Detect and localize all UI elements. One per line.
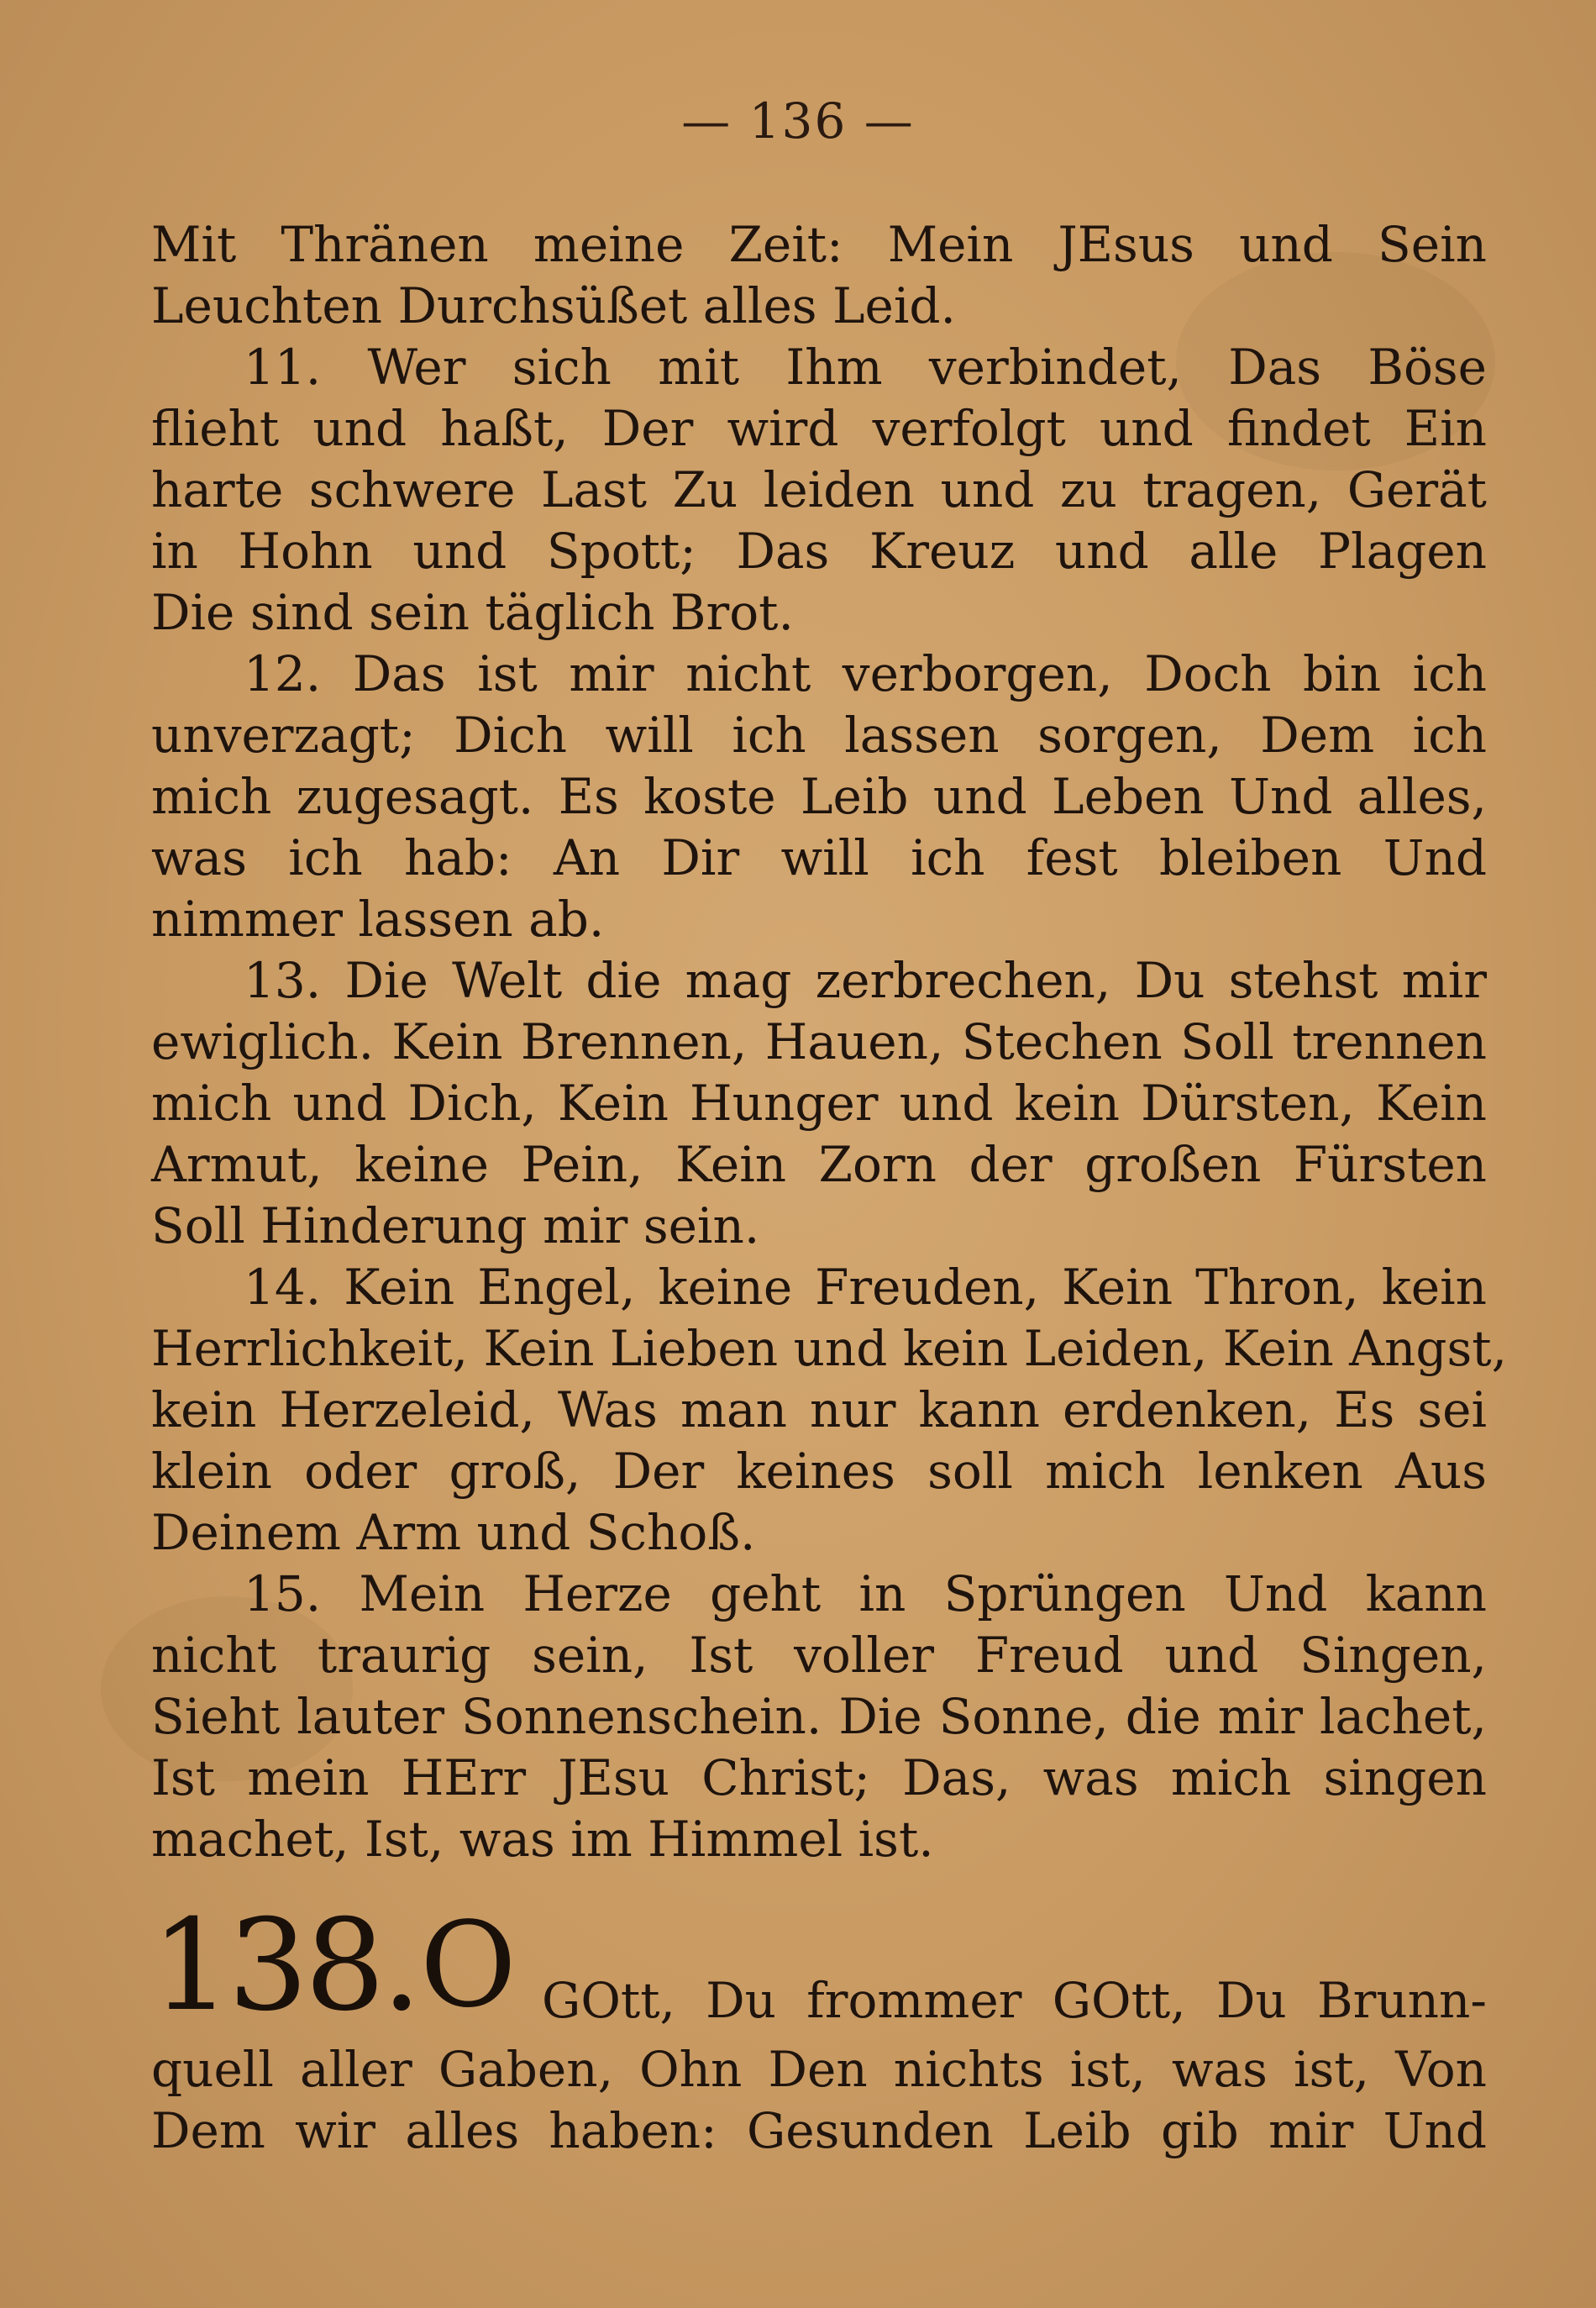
text-line: machet, Ist, was im Himmel ist. [151,1811,934,1868]
text-line: harte schwere Last Zu leiden und zu tragen, Gerät [151,461,1487,518]
text-line: Leuchten Durchsüßet alles Leid. [151,277,956,334]
verse-12-start: 12. Das ist mir nicht verborgen, Doch bin ich [244,645,1487,702]
text-line: Dem wir alles haben: Gesunden Leib gib mir Und [151,2102,1487,2159]
verse-11-start: 11. Wer sich mit Ihm verbindet, Das Böse [244,339,1487,396]
text-line: Deinem Arm und Schoß. [151,1504,756,1561]
text-line: ewiglich. Kein Brennen, Hauen, Stechen Soll trennen [151,1013,1487,1070]
text-line: flieht und haßt, Der wird verfolgt und findet Ein [151,400,1487,457]
text-line: was ich hab: An Dir will ich fest bleiben Und [151,829,1487,886]
text-line: Herrlichkeit, Kein Lieben und kein Leiden, Kein Angst, [151,1320,1508,1377]
text-line: Sieht lauter Sonnenschein. Die Sonne, die mir lachet, [151,1688,1487,1745]
text-line: nicht traurig sein, Ist voller Freud und Singen, [151,1627,1487,1684]
text-line: klein oder groß, Der keines soll mich lenken Aus [151,1443,1487,1500]
text-line: unverzagt; Dich will ich lassen sorgen, Dem ich [151,707,1487,764]
verse-15-start: 15. Mein Herze geht in Sprüngen Und kann [244,1565,1487,1622]
verse-14-start: 14. Kein Engel, keine Freuden, Kein Thron, kein [244,1259,1487,1316]
text-line: nimmer lassen ab. [151,891,605,948]
text-line: Mit Thränen meine Zeit: Mein JEsus und Sein [151,216,1487,273]
text-line: GOtt, Du frommer GOtt, Du Brunn- [542,1972,1487,2029]
text-line: Ist mein HErr JEsu Christ; Das, was mich singen [151,1749,1487,1806]
text-line: quell aller Gaben, Ohn Den nichts ist, was ist, Von [151,2041,1487,2098]
verse-13-start: 13. Die Welt die mag zerbrechen, Du stehst mir [244,952,1487,1009]
text-line: in Hohn und Spott; Das Kreuz und alle Plagen [151,523,1487,580]
text-line: Die sind sein täglich Brot. [151,584,794,641]
hymn-number: 138. [151,1893,418,2039]
text-line: mich zugesagt. Es koste Leib und Leben Und alles, [151,768,1487,825]
text-line: mich und Dich, Kein Hunger und kein Dürsten, Kein [151,1075,1487,1132]
text-line: kein Herzeleid, Was man nur kann erdenken, Es sei [151,1381,1487,1438]
drop-cap-letter: O [420,1897,517,2034]
text-line: Soll Hinderung mir sein. [151,1197,760,1254]
page-number: — 136 — [681,92,915,150]
text-line: Armut, keine Pein, Kein Zorn der großen Fürsten [151,1136,1487,1193]
